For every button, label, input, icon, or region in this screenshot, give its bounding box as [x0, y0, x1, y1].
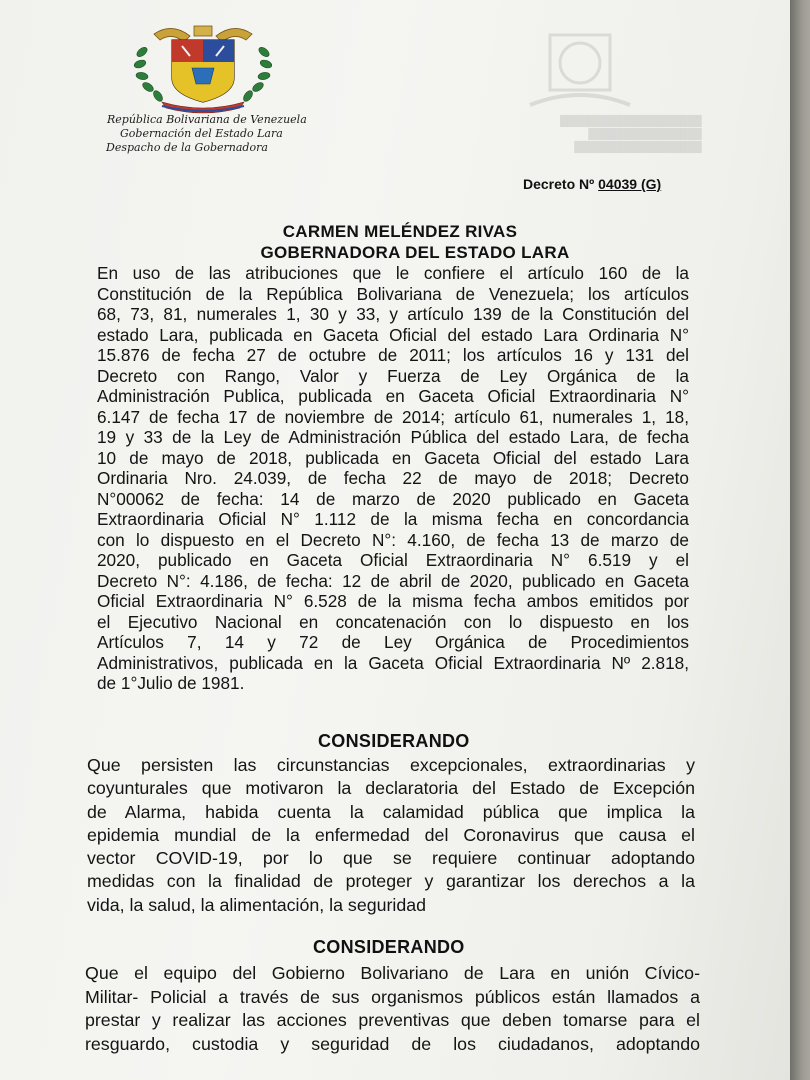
- preamble-line: el Ejecutivo Nacional en concatenación con lo dispuesto en los: [97, 611, 689, 632]
- preamble-line: Constitución de la República Bolivariana de Venezuela; los artículos: [97, 283, 689, 304]
- preamble-paragraph: [97, 263, 689, 694]
- considerando-line: vector COVID-19, por lo que se requiere continuar adoptando: [87, 848, 695, 869]
- preamble-line: Administrativos, publicada en la Gaceta Oficial Extraordinaria Nº 2.818,: [97, 652, 689, 673]
- decree-number: [523, 176, 661, 192]
- considerando-line: medidas con la finalidad de proteger y garantizar los derechos a la: [87, 871, 695, 892]
- preamble-line: Ordinaria Nro. 24.039, de fecha 22 de mayo de 2018; Decreto: [97, 468, 689, 488]
- letterhead: [100, 113, 307, 155]
- considerando-heading: CONSIDERANDO: [318, 731, 470, 751]
- preamble-line: 19 y 33 de la Ley de Administración Pública del estado Lara, de fecha: [97, 427, 689, 447]
- bleed-through-seal-icon: [520, 25, 640, 115]
- preamble-line: Administración Publica, publicada en Gaceta Oficial Extraordinaria N°: [97, 386, 689, 406]
- preamble-line: con lo dispuesto en el Decreto N°: 4.160, de fecha 13 de marzo de: [97, 529, 689, 550]
- background-surface: [790, 0, 810, 1080]
- considerando-paragraph: [85, 962, 700, 1056]
- considerando-line: Militar- Policial a través de sus organismos públicos están llamados a: [85, 986, 700, 1007]
- preamble-line: Extraordinaria Oficial N° 1.112 de la misma fecha en concordancia: [97, 509, 689, 529]
- letterhead-office: Despacho de la Gobernadora: [106, 141, 268, 154]
- preamble-line: Decreto con Rango, Valor y Fuerza de Ley Orgánica de la: [97, 365, 689, 386]
- considerando-line: coyunturales que motivaron la declaratoria del Estado de Excepción: [87, 778, 695, 799]
- considerando-line: epidemia mundial de la enfermedad del Coronavirus que causa el: [87, 824, 695, 845]
- decree-number-value: 04039 (G): [598, 176, 662, 192]
- considerando-line: prestar y realizar las acciones preventivas que deben tomarse para el: [85, 1010, 700, 1031]
- decree-label: Decreto Nº: [523, 176, 599, 192]
- preamble-line: 10 de mayo de 2018, publicada en Gaceta Oficial del estado Lara: [97, 447, 689, 468]
- considerando-line: Que el equipo del Gobierno Bolivariano de Lara en unión Cívico-: [85, 963, 700, 983]
- considerando-paragraph: [87, 754, 695, 917]
- preamble-line: Artículos 7, 14 y 72 de Ley Orgánica de Procedimientos: [97, 632, 689, 652]
- preamble-line: En uso de las atribuciones que le confiere el artículo 160 de la: [97, 263, 689, 283]
- preamble-line: N°00062 de fecha: 14 de marzo de 2020 publicado en Gaceta: [97, 488, 689, 509]
- considerando-line: de Alarma, habida cuenta la calamidad pública que implica la: [87, 801, 695, 822]
- considerando-line: resguardo, custodia y seguridad de los ciudadanos, adoptando: [85, 1033, 700, 1054]
- preamble-line: estado Lara, publicada en Gaceta Oficial del estado Lara Ordinaria N°: [97, 324, 689, 345]
- bleed-through-text: ████████████████████ ████████████████ ██████████████████: [560, 116, 702, 153]
- signatory-name: CARMEN MELÉNDEZ RIVAS: [282, 222, 518, 241]
- letterhead-country: República Bolivariana de Venezuela: [107, 113, 307, 126]
- signatory-title: GOBERNADORA DEL ESTADO LARA: [260, 243, 570, 262]
- coat-of-arms-icon: [132, 22, 274, 114]
- preamble-line: Decreto N°: 4.186, de fecha: 12 de abril de 2020, publicado en Gaceta: [97, 570, 689, 591]
- considerando-heading: CONSIDERANDO: [313, 937, 465, 957]
- preamble-line: de 1°Julio de 1981.: [97, 673, 245, 693]
- letterhead-government: Gobernación del Estado Lara: [120, 127, 283, 140]
- preamble-line: 15.876 de fecha 27 de octubre de 2011; los artículos 16 y 131 del: [97, 345, 689, 365]
- preamble-line: Oficial Extraordinaria N° 6.528 de la misma fecha ambos emitidos por: [97, 591, 689, 611]
- preamble-line: 6.147 de fecha 17 de noviembre de 2014; artículo 61, numerales 1, 18,: [97, 406, 689, 427]
- preamble-line: 2020, publicado en Gaceta Oficial Extraordinaria N° 6.519 y el: [97, 550, 689, 570]
- preamble-line: 68, 73, 81, numerales 1, 30 y 33, y artículo 139 de la Constitución del: [97, 304, 689, 324]
- considerando-line: vida, la salud, la alimentación, la seguridad: [87, 894, 427, 915]
- considerando-line: Que persisten las circunstancias excepcionales, extraordinarias y: [87, 755, 695, 775]
